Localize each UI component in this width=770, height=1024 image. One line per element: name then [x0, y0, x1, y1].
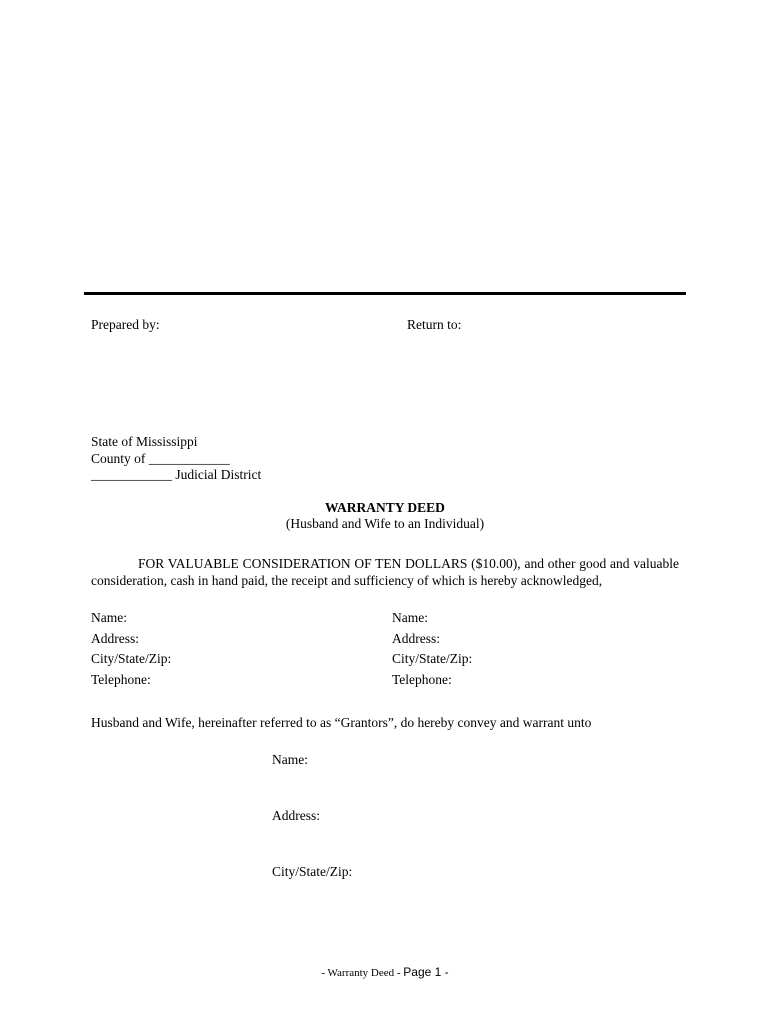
- grantor-left-block: [91, 610, 171, 692]
- horizontal-rule: [84, 292, 686, 295]
- return-to-label: Return to:: [407, 317, 462, 332]
- grantor-right-field: City/State/Zip:: [392, 651, 473, 666]
- county-line: County of ____________: [91, 450, 230, 466]
- page-footer: [0, 964, 770, 982]
- footer-label: - Warranty Deed -: [321, 967, 404, 979]
- district-line: ____________ Judicial District: [91, 467, 262, 482]
- grantor-right-field: Name:: [392, 610, 428, 625]
- grantor-right-block: [392, 610, 472, 692]
- grantee-field: Name:: [272, 752, 308, 767]
- prepared-by-label: Prepared by:: [91, 317, 160, 332]
- page-number: Page 1 -: [403, 965, 449, 979]
- grantor-left-field: City/State/Zip:: [91, 651, 172, 666]
- grantor-right-field: Telephone:: [392, 671, 452, 687]
- document-subtitle: (Husband and Wife to an Individual): [285, 516, 485, 531]
- grantee-field: City/State/Zip:: [272, 864, 353, 879]
- document-title: WARRANTY DEED: [325, 500, 445, 515]
- recording-block: [91, 434, 261, 484]
- grantor-left-field: Telephone:: [91, 671, 151, 687]
- grantor-left-field: Address:: [91, 630, 139, 646]
- consideration-paragraph: FOR VALUABLE CONSIDERATION OF TEN DOLLARS ($10.00), and other good and valuable consideration, cash in hand paid, the receipt and sufficiency of which is hereby acknowledged,: [91, 556, 679, 588]
- grantor-left-field: Name:: [91, 610, 127, 625]
- state-line: State of Mississippi: [91, 434, 198, 449]
- grantee-field: Address:: [272, 808, 320, 823]
- grantor-right-field: Address:: [392, 630, 440, 646]
- convey-statement: Husband and Wife, hereinafter referred to as “Grantors”, do hereby convey and warrant unto: [91, 715, 592, 730]
